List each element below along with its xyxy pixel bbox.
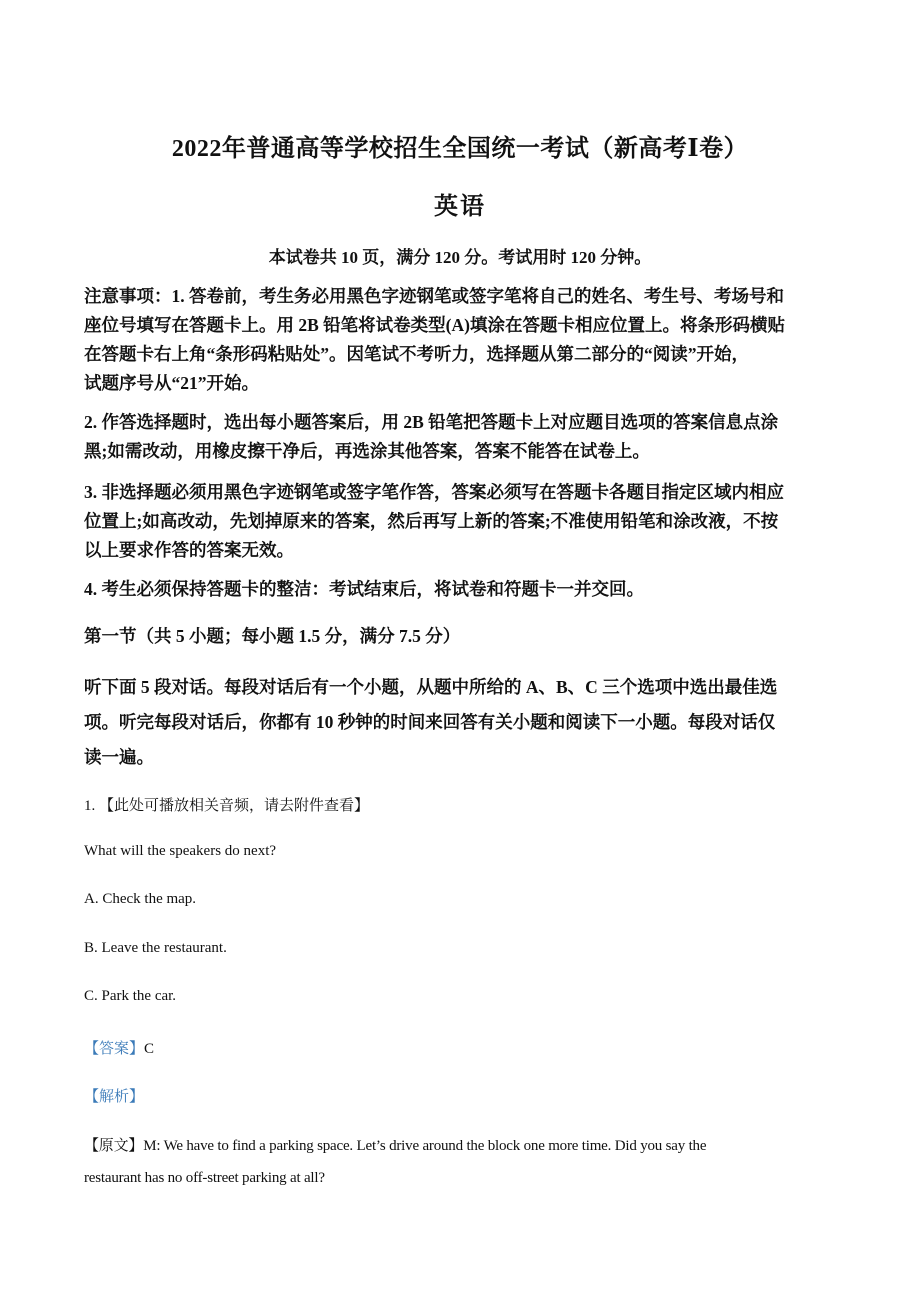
question-prompt: What will the speakers do next? <box>84 843 277 859</box>
section-heading <box>84 622 836 651</box>
option-a: A. Check the map. <box>84 891 197 907</box>
answer-line <box>84 1037 154 1058</box>
notice-line: 位置上;如高改动，先划掉原来的答案，然后再写上新的答案;不准使用铅笔和涂改液，不按 <box>84 511 779 531</box>
answer-label: 【答案】 <box>84 1041 145 1057</box>
notice-line: 在答题卡右上角“条形码粘贴处”。因笔试不考听力，选择题从第二部分的“阅读”开始， <box>84 344 749 364</box>
instruction-line: 项。听完每段对话后，你都有 10 秒钟的时间来回答有关小题和阅读下一小题。每段对话仅 <box>84 712 776 732</box>
notice-line: 以上要求作答的答案无效。 <box>84 540 294 560</box>
notice-4 <box>84 575 836 604</box>
section-heading-text: 第一节（共 5 小题；每小题 1.5 分，满分 7.5 分） <box>84 626 461 646</box>
notice-line: 2. 作答选择题时，选出每小题答案后，用 2B 铅笔把答题卡上对应题目选项的答案信息点涂 <box>84 412 779 432</box>
notice-line: 黑;如需改动，用橡皮擦干净后，再选涂其他答案，答案不能答在试卷上。 <box>84 441 650 461</box>
transcript-line-2: restaurant has no off-street parking at all? <box>84 1170 325 1186</box>
audio-note[interactable]: 【此处可播放相关音频，请去附件查看】 <box>99 798 370 814</box>
notice-line: 座位号填写在答题卡上。用 2B 铅笔将试卷类型(A)填涂在答题卡相应位置上。将条形码横贴 <box>84 315 785 335</box>
notice-line: 4. 考生必须保持答题卡的整洁：考试结束后，将试卷和符题卡一并交回。 <box>84 579 644 599</box>
analysis-line <box>84 1085 144 1106</box>
instruction-line: 听下面 5 段对话。每段对话后有一个小题，从题中所给的 A、B、C 三个选项中选出最佳选 <box>84 677 778 697</box>
notice-line: 注意事项：1. 答卷前，考生务必用黑色字迹钢笔或签字笔将自己的姓名、考生号、考场号和 <box>84 286 784 306</box>
page-title: 2022年普通高等学校招生全国统一考试（新高考Ⅰ卷） <box>171 136 749 162</box>
section-instructions <box>84 670 836 775</box>
question-audio-line <box>84 794 369 815</box>
exam-meta: 本试卷共 10 页，满分 120 分。考试用时 120 分钟。 <box>268 248 652 267</box>
notice-3 <box>84 478 836 565</box>
notice-line: 试题序号从“21”开始。 <box>84 373 259 393</box>
question-number: 1. <box>84 798 96 814</box>
instruction-line: 读一遍。 <box>84 747 154 767</box>
notice-line: 3. 非选择题必须用黑色字迹钢笔或签字笔作答，答案必须写在答题卡各题目指定区域内相应 <box>84 482 784 502</box>
answer-value: C <box>144 1041 155 1057</box>
transcript-label: 【原文】 <box>84 1138 144 1154</box>
notice-1 <box>84 282 836 398</box>
option-c: C. Park the car. <box>84 988 177 1004</box>
option-b: B. Leave the restaurant. <box>84 940 227 956</box>
subject-heading: 英语 <box>434 194 486 220</box>
transcript-line-1 <box>84 1134 706 1155</box>
notice-2 <box>84 408 836 466</box>
transcript-text: M: We have to find a parking space. Let’s drive around the block one more time. Did you say the <box>143 1138 707 1154</box>
analysis-label: 【解析】 <box>84 1089 145 1105</box>
